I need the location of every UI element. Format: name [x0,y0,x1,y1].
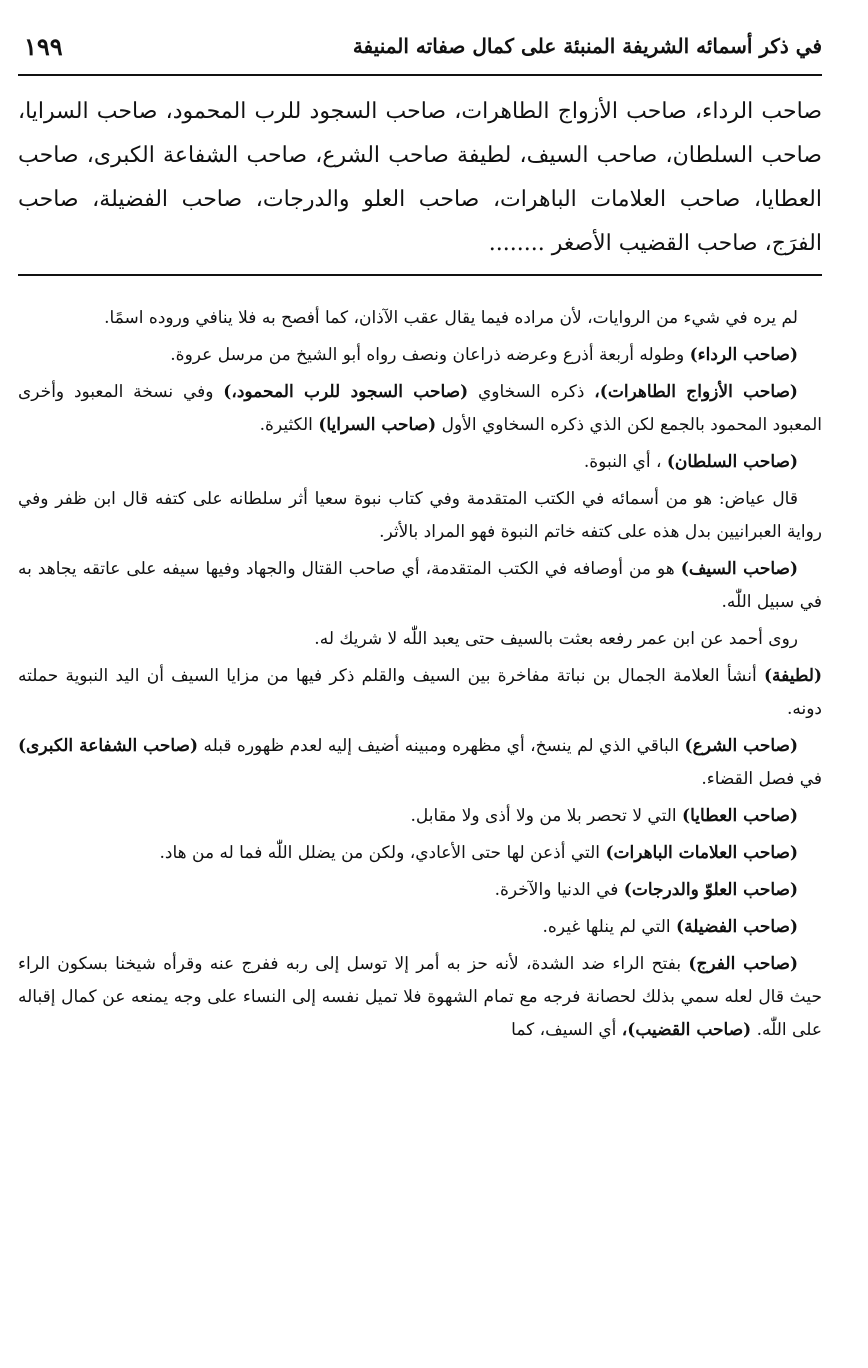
commentary-paragraph [18,948,822,1047]
entry-heading: (صاحب السجود للرب المحمود،) [223,382,469,402]
entry-heading: (صاحب الأزواج الطاهرات)، [594,382,798,402]
commentary-paragraph: قال عياض: هو من أسمائه في الكتب المتقدمة وفي كتاب نبوة سعيا أثر سلطانه على كتفه قال ابن ظفر وفي رواية العبرانيين بدل هذه على كتفه خاتم النبوة فهو المراد بالأثر. [18,489,822,542]
entry-heading: (لطيفة) [763,666,822,686]
commentary-paragraph [18,376,822,442]
entry-text: أي السيف، كما [511,1020,622,1040]
main-text-block: صاحب الرداء، صاحب الأزواج الطاهرات، صاحب السجود للرب المحمود، صاحب السرايا، صاحب السلطان، صاحب السيف، لطيفة صاحب الشرع، صاحب الشفاعة الكبرى، صاحب العطايا، صاحب العلامات الباهرات، صاحب العلو والدرجات، صاحب الفضيلة، صاحب الفرَج، صاحب القضيب الأصغر ........ [18,90,822,276]
entry-text: التي أذعن لها حتى الأعادي، ولكن من يضلل اللّٰه فما له من هاد. [159,843,606,863]
entry-heading: (صاحب الشفاعة الكبرى) [18,736,199,756]
entry-text: وطوله أربعة أذرع وعرضه ذراعان ونصف رواه أبو الشيخ من مرسل عروة. [170,345,690,365]
entry-heading: (صاحب العلوّ والدرجات) [623,880,798,900]
commentary-paragraph [18,874,822,907]
running-header [18,30,822,76]
commentary-paragraph [18,911,822,944]
entry-text: التي لا تحصر بلا من ولا أذى ولا مقابل. [410,806,683,826]
entry-heading: (صاحب السرايا) [318,415,437,435]
entry-heading: (صاحب الفرج) [688,954,798,974]
entry-heading: (صاحب الرداء) [689,345,798,365]
commentary-paragraph [18,800,822,833]
entry-text: وفي نسخة المعبود وأخرى المعبود المحمود بالجمع لكن الذي ذكره السخاوي الأول [18,382,822,435]
commentary-block [18,302,822,1047]
entry-text: هو من أوصافه في الكتب المتقدمة، أي صاحب القتال والجهاد وفيها سيفه على عاتقه يجاهد به في سبيل اللّٰه. [18,559,822,612]
commentary-paragraph [18,660,822,726]
entry-heading: (صاحب السيف) [680,559,799,579]
entry-heading: (صاحب الفضيلة) [676,917,798,937]
commentary-paragraph [18,837,822,870]
commentary-paragraph [18,446,822,479]
entry-heading: (صاحب القضيب)، [621,1020,752,1040]
entry-heading: (صاحب العلامات الباهرات) [605,843,798,863]
entry-heading: (صاحب الشرع) [684,736,798,756]
commentary-paragraph [18,553,822,619]
entry-text: الكثيرة. [259,415,319,435]
entry-text: أنشأ العلامة الجمال بن نباتة مفاخرة بين السيف والقلم ذكر فيها من مزايا السيف أن اليد النبوية حملته دونه. [18,666,822,719]
entry-heading: (صاحب السلطان) [666,452,798,472]
entry-text: التي لم ينلها غيره. [542,917,677,937]
book-page [18,30,822,1051]
commentary-paragraph: لم يره في شيء من الروايات، لأن مراده فيما يقال عقب الآذان، كما أفصح به فلا ينافي وروده اسمًا. [104,308,798,328]
entry-text: ، أي النبوة. [583,452,667,472]
commentary-paragraph: روى أحمد عن ابن عمر رفعه بعثت بالسيف حتى يعبد اللّٰه لا شريك له. [314,629,798,649]
running-title: في ذكر أسمائه الشريفة المنبئة على كمال صفاته المنيفة [352,34,822,58]
entry-text: بفتح الراء ضد الشدة، لأنه حز به أمر إلا توسل إلى ربه ففرج عنه وقرأه شيخنا بسكون الراء حيث قال لعله سمي بذلك لحصانة فرجه مع تمام الشهوة فلا تميل نفسه إلى النساء على وجه يمنعه عن كمال إقباله على اللّٰه. [18,954,822,1040]
page-number: ١٩٩ [24,32,63,61]
entry-text: في الدنيا والآخرة. [494,880,624,900]
commentary-paragraph [18,730,822,796]
entry-text: في فصل القضاء. [701,769,822,789]
entry-text: ذكره السخاوي [468,382,595,402]
commentary-paragraph [18,339,822,372]
entry-text: الباقي الذي لم ينسخ، أي مظهره ومبينه أضيف إليه لعدم ظهوره قبله [198,736,685,756]
entry-heading: (صاحب العطايا) [682,806,798,826]
